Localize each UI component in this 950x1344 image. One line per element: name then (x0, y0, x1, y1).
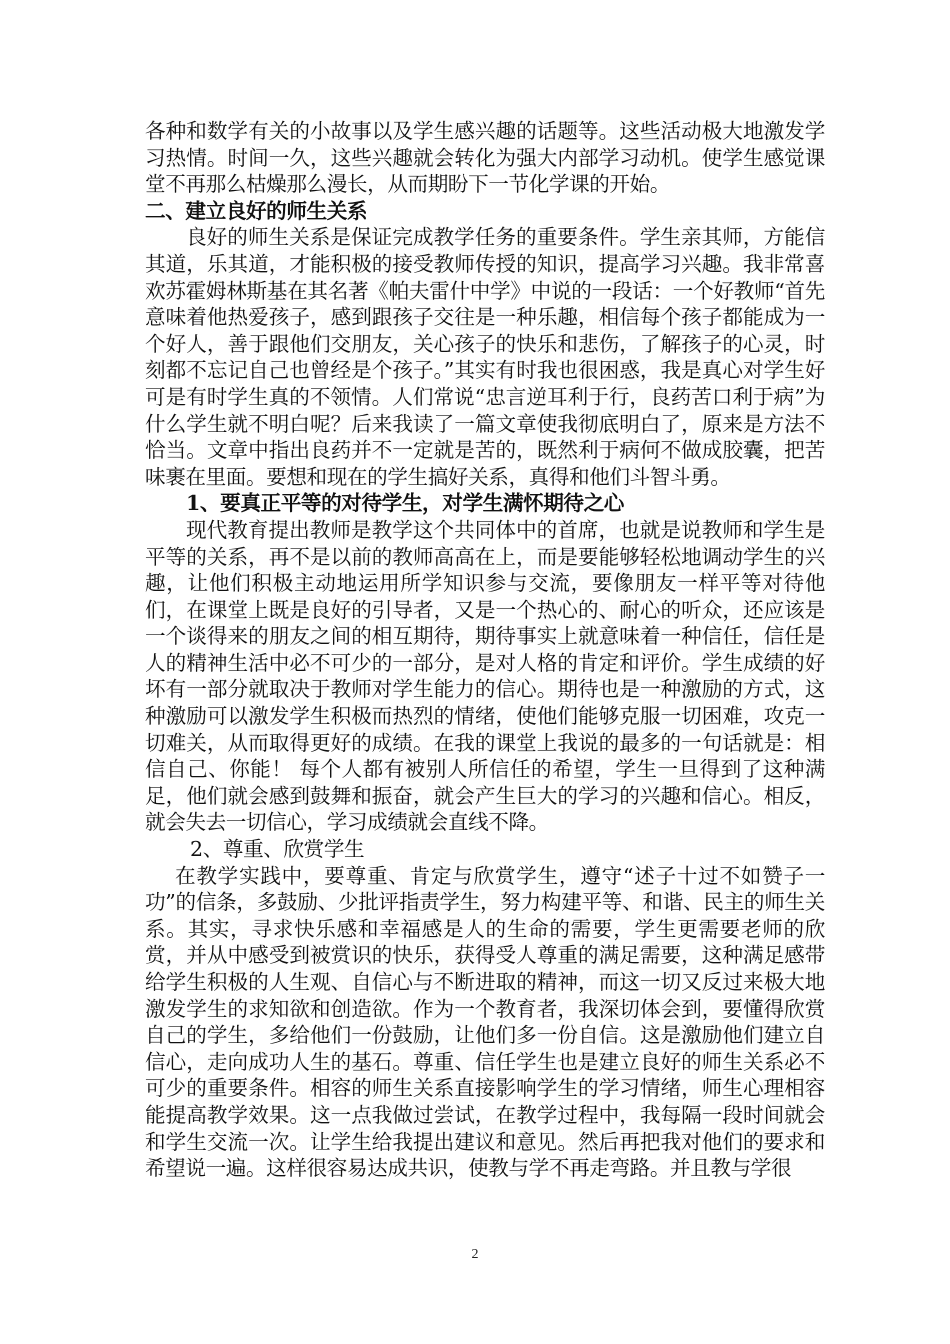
subsection-heading: 1、要真正平等的对待学生，对学生满怀期待之心 (186, 491, 624, 516)
continuation-paragraph: 各种和数学有关的小故事以及学生感兴趣的话题等。这些活动极大地激发学习热情。时间一久，这些兴趣就会转化为强大内部学习动机。使学生感觉课堂不再那么枯燥那么漫长，从而期盼下一节化学课的开始。 (145, 119, 825, 197)
subsection-heading: 2、尊重、欣赏学生 (190, 837, 365, 862)
document-body (145, 118, 825, 1182)
body-paragraph: 良好的师生关系是保证完成教学任务的重要条件。学生亲其师，方能信其道，乐其道，才能积极的接受教师传授的知识，提高学习兴趣。我非常喜欢苏霍姆林斯基在其名著《帕夫雷什中学》中说的一段话：一个好教师“首先意味着他热爱孩子，感到跟孩子交往是一种乐趣，相信每个孩子都能成为一个好人，善于跟他们交朋友，关心孩子的快乐和悲伤，了解孩子的心灵，时刻都不忘记自己也曾经是个孩子。”其实有时我也很困惑，我是真心对学生好可是有时学生真的不领情。人们常说“忠言逆耳利于行，良药苦口利于病”为什么学生就不明白呢？后来我读了一篇文章使我彻底明白了，原来是方法不恰当。文章中指出良药并不一定就是苦的，既然利于病何不做成胶囊，把苦味裹在里面。要想和现在的学生搞好关系，真得和他们斗智斗勇。 (145, 225, 825, 489)
page-number: 2 (471, 1247, 479, 1262)
body-paragraph: 现代教育提出教师是教学这个共同体中的首席，也就是说教师和学生是平等的关系，再不是以前的教师高高在上，而是要能够轻松地调动学生的兴趣，让他们积极主动地运用所学知识参与交流，要像朋友一样平等对待他们，在课堂上既是良好的引导者，又是一个热心的、耐心的听众，还应该是一个谈得来的朋友之间的相互期待，期待事实上就意味着一种信任，信任是人的精神生活中必不可少的一部分，是对人格的肯定和评价。学生成绩的好坏有一部分就取决于教师对学生能力的信心。期待也是一种激励的方式，这种激励可以激发学生积极而热烈的情绪，使他们能够克服一切困难，攻克一切难关，从而取得更好的成绩。在我的课堂上我说的最多的一句话就是：相信自己、你能！ 每个人都有被别人所信任的希望，学生一旦得到了这种满足，他们就会感到鼓舞和振奋，就会产生巨大的学习的兴趣和信心。相反，就会失去一切信心，学习成绩就会直线不降。 (145, 517, 825, 835)
body-paragraph: 在教学实践中，要尊重、肯定与欣赏学生，遵守“述子十过不如赞子一功”的信条，多鼓励、少批评指责学生，努力构建平等、和谐、民主的师生关系。其实，寻求快乐感和幸福感是人的生命的需要，学生更需要老师的欣赏，并从中感受到被赏识的快乐，获得受人尊重的满足需要，这种满足感带给学生积极的人生观、自信心与不断进取的精神，而这一切又反过来极大地激发学生的求知欲和创造欲。作为一个教育者，我深切体会到，要懂得欣赏自己的学生，多给他们一份鼓励，让他们多一份自信。这是激励他们建立自信心，走向成功人生的基石。尊重、信任学生也是建立良好的师生关系必不可少的重要条件。相容的师生关系直接影响学生的学习情绪，师生心理相容能提高教学效果。这一点我做过尝试，在教学过程中，我每隔一段时间就会和学生交流一次。让学生给我提出建议和意见。然后再把我对他们的要求和希望说一遍。这样很容易达成共识，使教与学不再走弯路。并且教与学很 (145, 863, 825, 1181)
section-heading: 二、建立良好的师生关系 (145, 198, 368, 223)
